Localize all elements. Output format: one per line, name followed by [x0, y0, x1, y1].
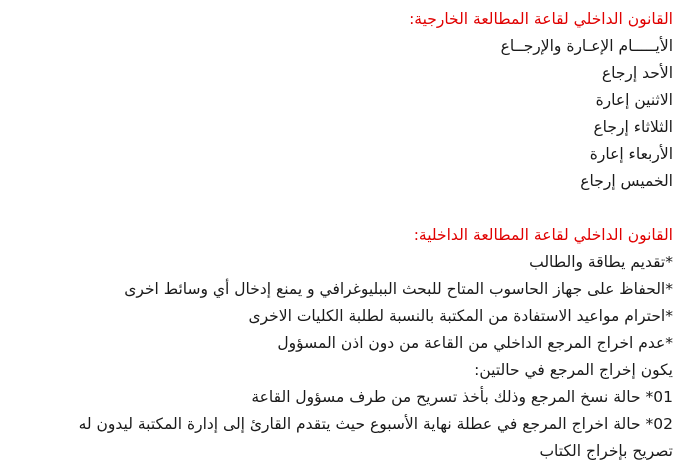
- section-spacer: [6, 195, 673, 222]
- removal-cases-intro: يكون إخراج المرجع في حالتين:: [474, 361, 673, 379]
- rule-computer: *الحفاظ على جهاز الحاسوب المتاح للبحث الببليوغرافي و يمنع إدخال أي وسائط اخرى: [124, 280, 673, 298]
- schedule-tuesday: الثلاثاء إرجاع: [593, 118, 673, 136]
- removal-case-weekend-cont: تصريح بإخراج الكتاب: [539, 442, 673, 460]
- removal-case-copy: 01* حالة نسخ المرجع وذلك بأخذ تسريح من طرف مسؤول القاعة: [251, 388, 673, 406]
- removal-case-weekend: 02* حالة اخراج المرجع في عطلة نهاية الأسبوع حيث يتقدم القارئ إلى إدارة المكتبة ليدون له: [78, 415, 673, 433]
- internal-reading-room-heading: القانون الداخلي لقاعة المطالعة الداخلية:: [413, 226, 673, 244]
- schedule-header: الأيـــــام الإعـارة والإرجــاع: [500, 37, 673, 55]
- rule-no-removal: *عدم اخراج المرجع الداخلي من القاعة من دون اذن المسؤول: [277, 334, 673, 352]
- schedule-sunday: الأحد إرجاع: [601, 64, 673, 82]
- schedule-monday: الاثنين إعارة: [595, 91, 673, 109]
- schedule-wednesday: الأربعاء إعارة: [589, 145, 673, 163]
- rule-card: *تقديم يطاقة والطالب: [529, 253, 673, 271]
- external-reading-room-heading: القانون الداخلي لقاعة المطالعة الخارجية:: [409, 10, 673, 28]
- rule-schedule: *احترام مواعيد الاستفادة من المكتبة بالنسبة لطلبة الكليات الاخرى: [248, 307, 673, 325]
- schedule-thursday: الخميس إرجاع: [580, 172, 673, 190]
